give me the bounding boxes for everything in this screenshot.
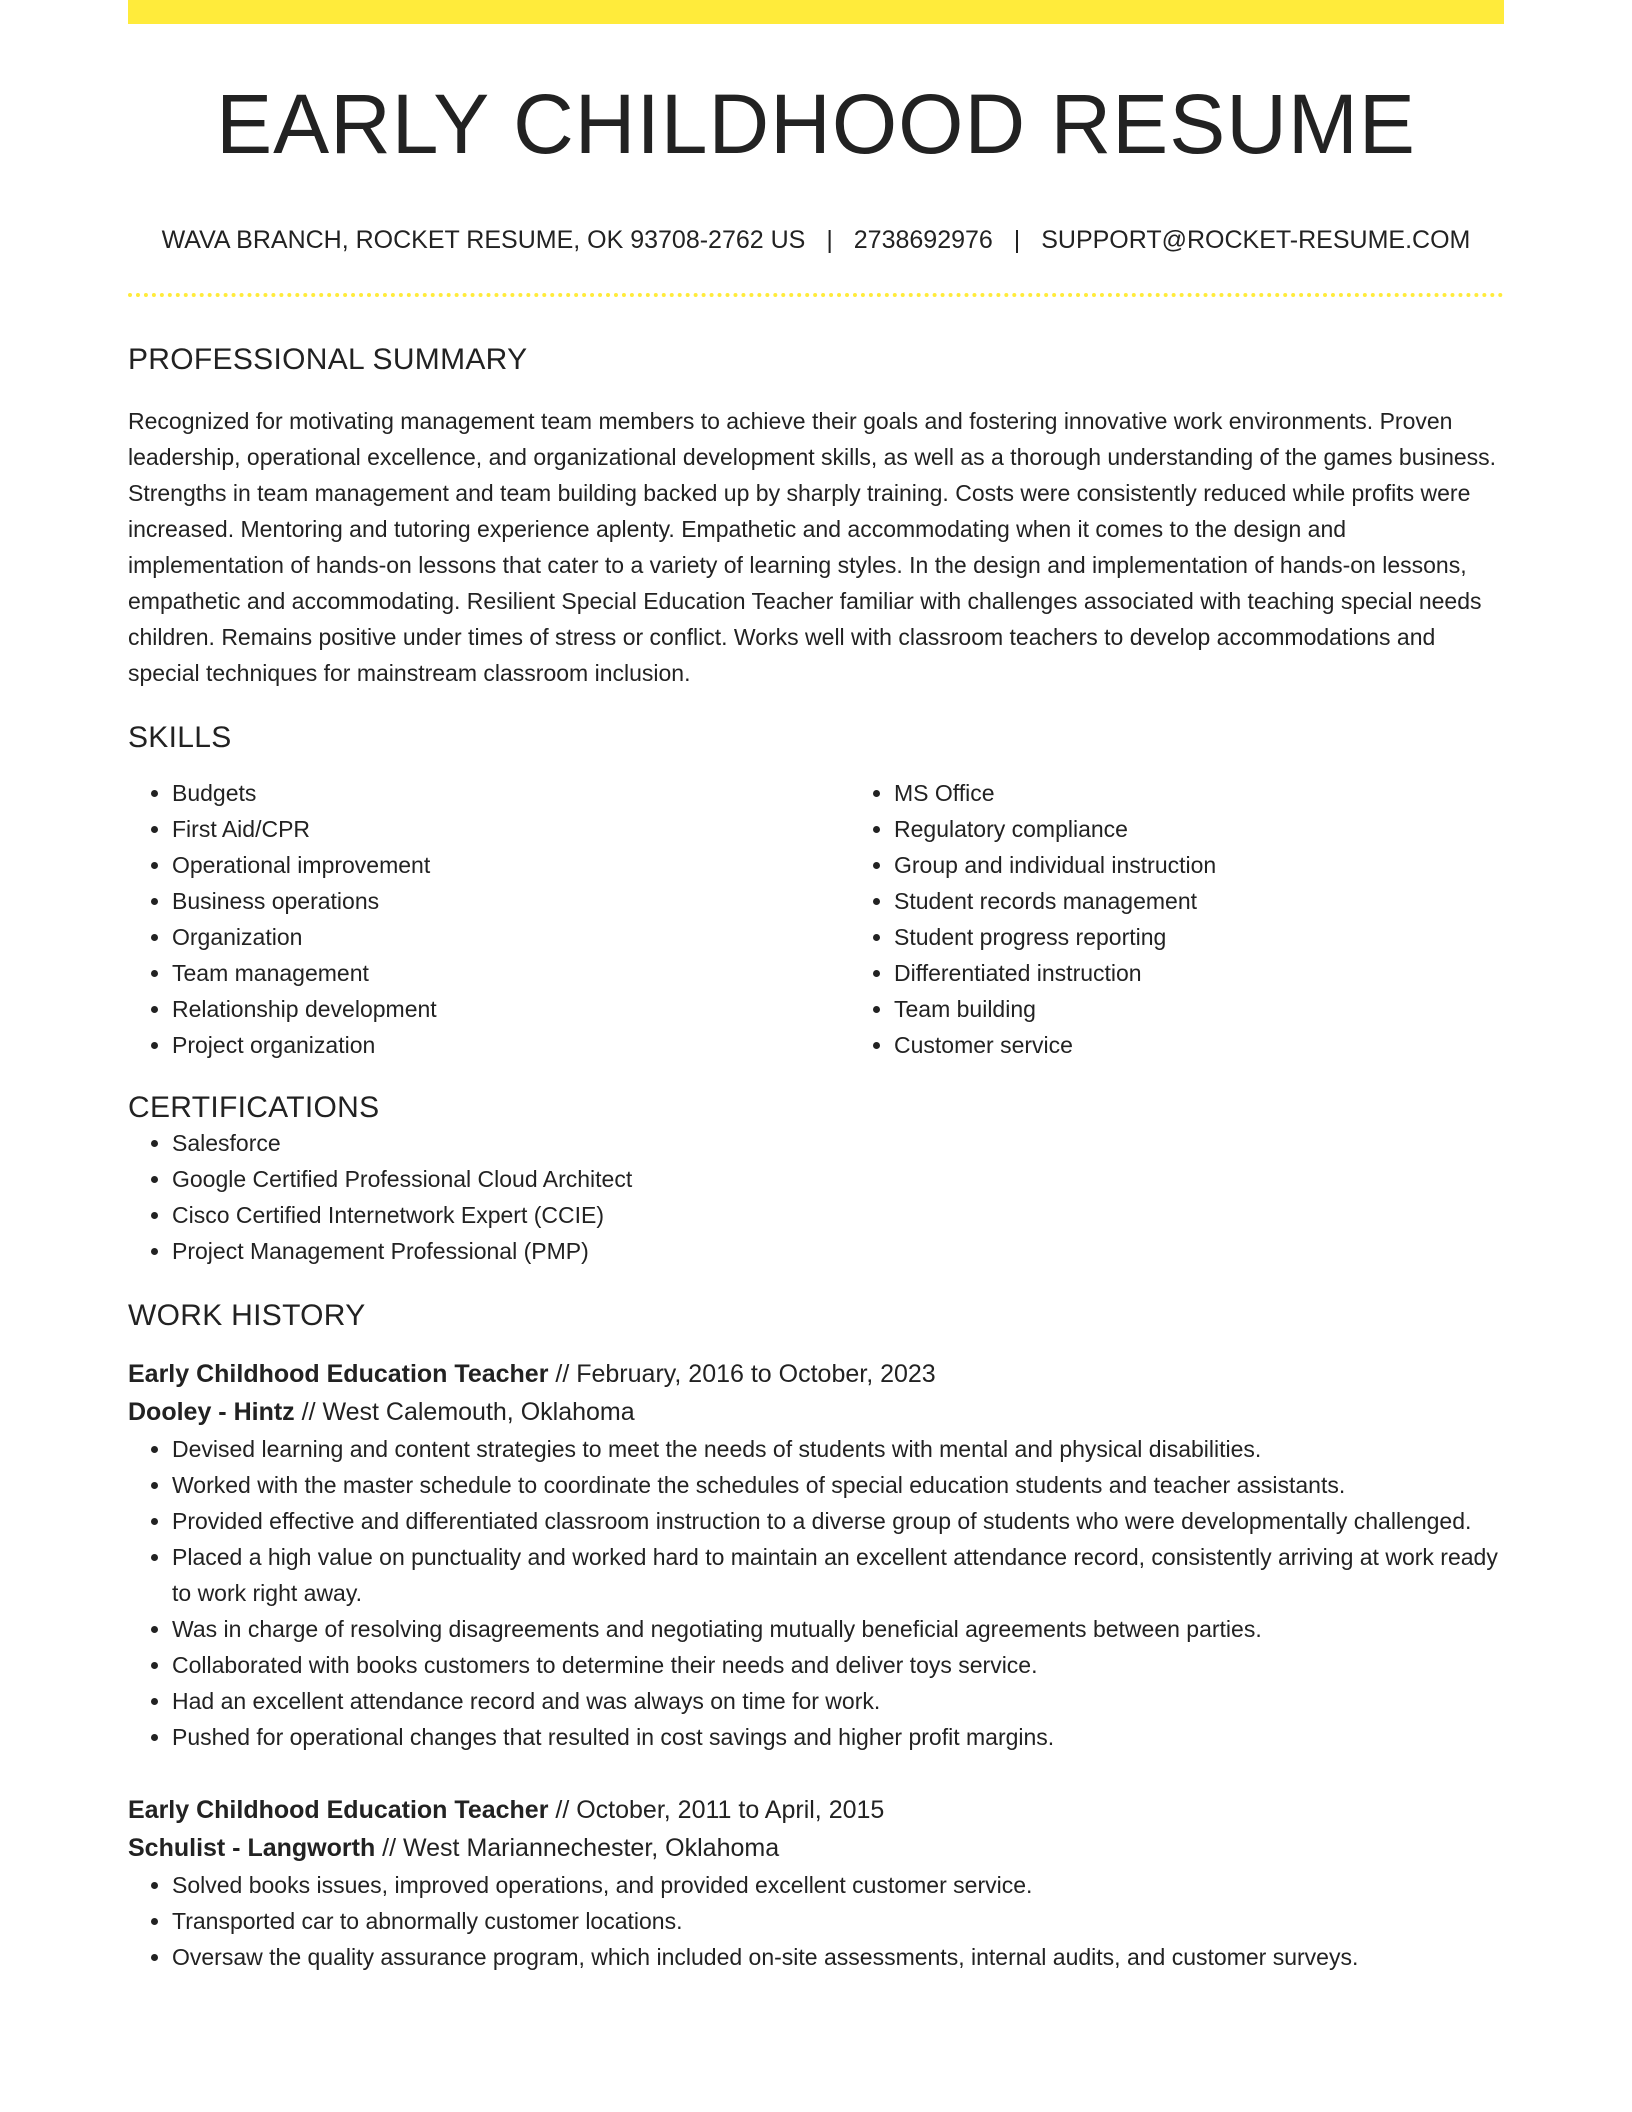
certifications-list xyxy=(128,1125,1504,1269)
certification-item: • Cisco Certified Internetwork Expert (CCIE) xyxy=(172,1197,1504,1233)
job-company: Schulist - Langworth xyxy=(128,1834,376,1862)
job-duty: • Devised learning and content strategies to meet the needs of students with mental and physical disabilities. xyxy=(172,1431,1504,1467)
skills-list-right xyxy=(850,775,1572,1063)
contact-phone: 2738692976 xyxy=(853,226,993,254)
contact-email: SUPPORT@ROCKET-RESUME.COM xyxy=(1041,226,1471,254)
contact-separator: | xyxy=(1013,226,1021,254)
job-dates: // October, 2011 to April, 2015 xyxy=(555,1796,885,1824)
skill-item: • Student records management xyxy=(894,883,1572,919)
contact-separator: | xyxy=(826,226,833,254)
job-entry xyxy=(128,1355,1504,1755)
job-company-line xyxy=(128,1393,1504,1431)
skills-columns xyxy=(128,775,1504,1063)
top-accent-bar xyxy=(128,0,1504,24)
resume-title: EARLY CHILDHOOD RESUME xyxy=(216,77,1416,171)
skill-item: • Organization xyxy=(172,919,850,955)
job-title-line xyxy=(128,1791,1504,1829)
summary-text: Recognized for motivating management team members to achieve their goals and fostering innovative work environments. Proven leadership, operational excellence, and organizational development skills, as well as a thorough understanding of the games business. Strengths in team management and team building backed up by sharply training. Costs were consistently reduced while profits were increased. Mentoring and tutoring experience aplenty. Empathetic and accommodating when it comes to the design and implementation of hands-on lessons that cater to a variety of learning styles. In the design and implementation of hands-on lessons, empathetic and accommodating. Resilient Special Education Teacher familiar with challenges associated with teaching special needs children. Remains positive under times of stress or conflict. Works well with classroom teachers to develop accommodations and special techniques for mainstream classroom inclusion. xyxy=(128,408,1497,686)
skill-item: • Business operations xyxy=(172,883,850,919)
skill-item: • Project organization xyxy=(172,1027,850,1063)
job-duty: • Provided effective and differentiated classroom instruction to a diverse group of students who were developmentally challenged. xyxy=(172,1503,1504,1539)
job-duty: • Was in charge of resolving disagreements and negotiating mutually beneficial agreements between parties. xyxy=(172,1611,1504,1647)
job-dates: // February, 2016 to October, 2023 xyxy=(555,1360,936,1388)
skill-item: • Relationship development xyxy=(172,991,850,1027)
job-duty: • Had an excellent attendance record and was always on time for work. xyxy=(172,1683,1504,1719)
job-company: Dooley - Hintz xyxy=(128,1398,295,1426)
skill-item: • Group and individual instruction xyxy=(894,847,1572,883)
job-duty: • Worked with the master schedule to coordinate the schedules of special education students and teacher assistants. xyxy=(172,1467,1504,1503)
resume-page xyxy=(128,0,1504,2112)
job-duties-list xyxy=(128,1431,1504,1755)
job-entry xyxy=(128,1791,1504,1975)
skill-item: • Regulatory compliance xyxy=(894,811,1572,847)
certifications-section xyxy=(128,1091,1504,1269)
skill-item: • Operational improvement xyxy=(172,847,850,883)
job-location: // West Calemouth, Oklahoma xyxy=(301,1398,635,1426)
certification-item: • Project Management Professional (PMP) xyxy=(172,1233,1504,1269)
work-history-heading: WORK HISTORY xyxy=(128,1299,366,1332)
skill-item: • Customer service xyxy=(894,1027,1572,1063)
skill-item: • MS Office xyxy=(894,775,1572,811)
job-role: Early Childhood Education Teacher xyxy=(128,1360,549,1388)
job-duties-list xyxy=(128,1867,1504,1975)
certification-item: • Google Certified Professional Cloud Architect xyxy=(172,1161,1504,1197)
job-location: // West Mariannechester, Oklahoma xyxy=(382,1834,780,1862)
contact-line xyxy=(128,228,1504,253)
certification-item: • Salesforce xyxy=(172,1125,1504,1161)
skill-item: • Student progress reporting xyxy=(894,919,1572,955)
job-duty: • Pushed for operational changes that resulted in cost savings and higher profit margins. xyxy=(172,1719,1504,1755)
contact-address: WAVA BRANCH, ROCKET RESUME, OK 93708-2762 US xyxy=(161,226,806,254)
skill-item: • Team building xyxy=(894,991,1572,1027)
summary-section xyxy=(128,343,1504,691)
summary-heading: PROFESSIONAL SUMMARY xyxy=(128,343,528,376)
skill-item: • Budgets xyxy=(172,775,850,811)
skills-section xyxy=(128,721,1504,1063)
job-title-line xyxy=(128,1355,1504,1393)
job-duty: • Solved books issues, improved operations, and provided excellent customer service. xyxy=(172,1867,1504,1903)
header-divider xyxy=(128,293,1504,297)
job-duty: • Oversaw the quality assurance program, which included on-site assessments, internal audits, and customer surveys. xyxy=(172,1939,1504,1975)
job-role: Early Childhood Education Teacher xyxy=(128,1796,549,1824)
job-duty: • Collaborated with books customers to determine their needs and deliver toys service. xyxy=(172,1647,1504,1683)
certifications-heading: CERTIFICATIONS xyxy=(128,1091,380,1124)
job-duty: • Placed a high value on punctuality and worked hard to maintain an excellent attendance record, consistently arriving at work ready to work right away. xyxy=(172,1539,1504,1611)
skills-heading: SKILLS xyxy=(128,721,232,754)
skill-item: • First Aid/CPR xyxy=(172,811,850,847)
skills-list-left xyxy=(128,775,850,1063)
skill-item: • Team management xyxy=(172,955,850,991)
work-history-section xyxy=(128,1299,1504,1975)
job-company-line xyxy=(128,1829,1504,1867)
skill-item: • Differentiated instruction xyxy=(894,955,1572,991)
job-duty: • Transported car to abnormally customer locations. xyxy=(172,1903,1504,1939)
